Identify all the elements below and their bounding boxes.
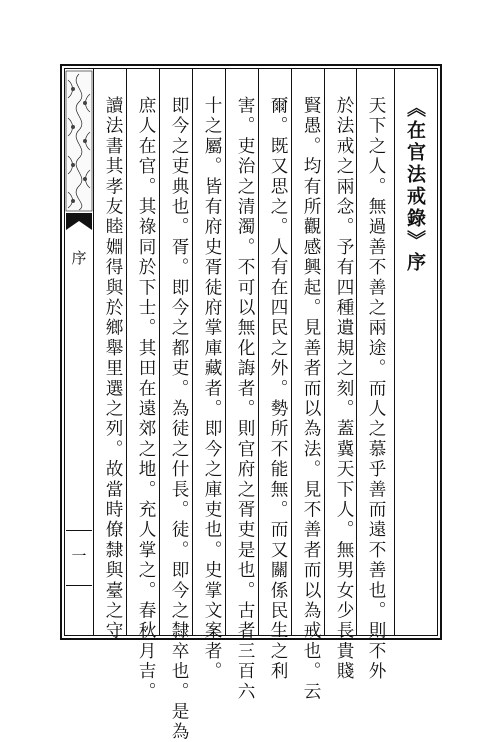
text-column-1: 天下之人。無過善不善之兩途。而人之慕乎善而遠不善也。則不外 <box>366 96 386 682</box>
page-number-rule-bottom <box>66 585 92 586</box>
document-title: 《在官法戒錄》序 <box>404 98 426 274</box>
text-column-8: 庶人在官。其祿同於下士。其田在遠郊之地。充人掌之。春秋月吉。 <box>136 96 156 702</box>
page-number-rule-top <box>66 530 92 531</box>
floral-ornament-icon <box>65 70 93 212</box>
text-column-5: 害。吏治之清濁。不可以無化誨者。則官府之胥吏是也。古者三百六 <box>235 96 255 702</box>
text-column-6: 十之屬。皆有府史胥徒府掌庫藏者。即今之庫吏也。史掌文案者。 <box>202 96 222 682</box>
text-column-9: 讀法書其孝友睦婣得與於鄉舉里選之列。故當時僚隸與臺之守 <box>103 96 123 642</box>
fish-tail-icon <box>65 212 93 232</box>
column-rule <box>394 68 395 636</box>
text-column-4: 爾。既又思之。人有在四民之外。勢所不能無。而又關係民生之利 <box>268 96 288 682</box>
text-column-7: 即今之吏典也。胥。即今之都吏。為徒之什長。徒。即今之隸卒也。是為 <box>169 96 189 742</box>
section-label: 序 <box>71 249 87 267</box>
page-number: 一 <box>71 547 87 565</box>
text-column-3: 賢愚。均有所觀感興起。見善者而以為法。見不善者而以為戒也。云 <box>301 96 321 702</box>
text-column-2: 於法戒之兩念。予有四種遺規之刻。蓋冀天下人。無男女少長貴賤 <box>334 96 354 682</box>
